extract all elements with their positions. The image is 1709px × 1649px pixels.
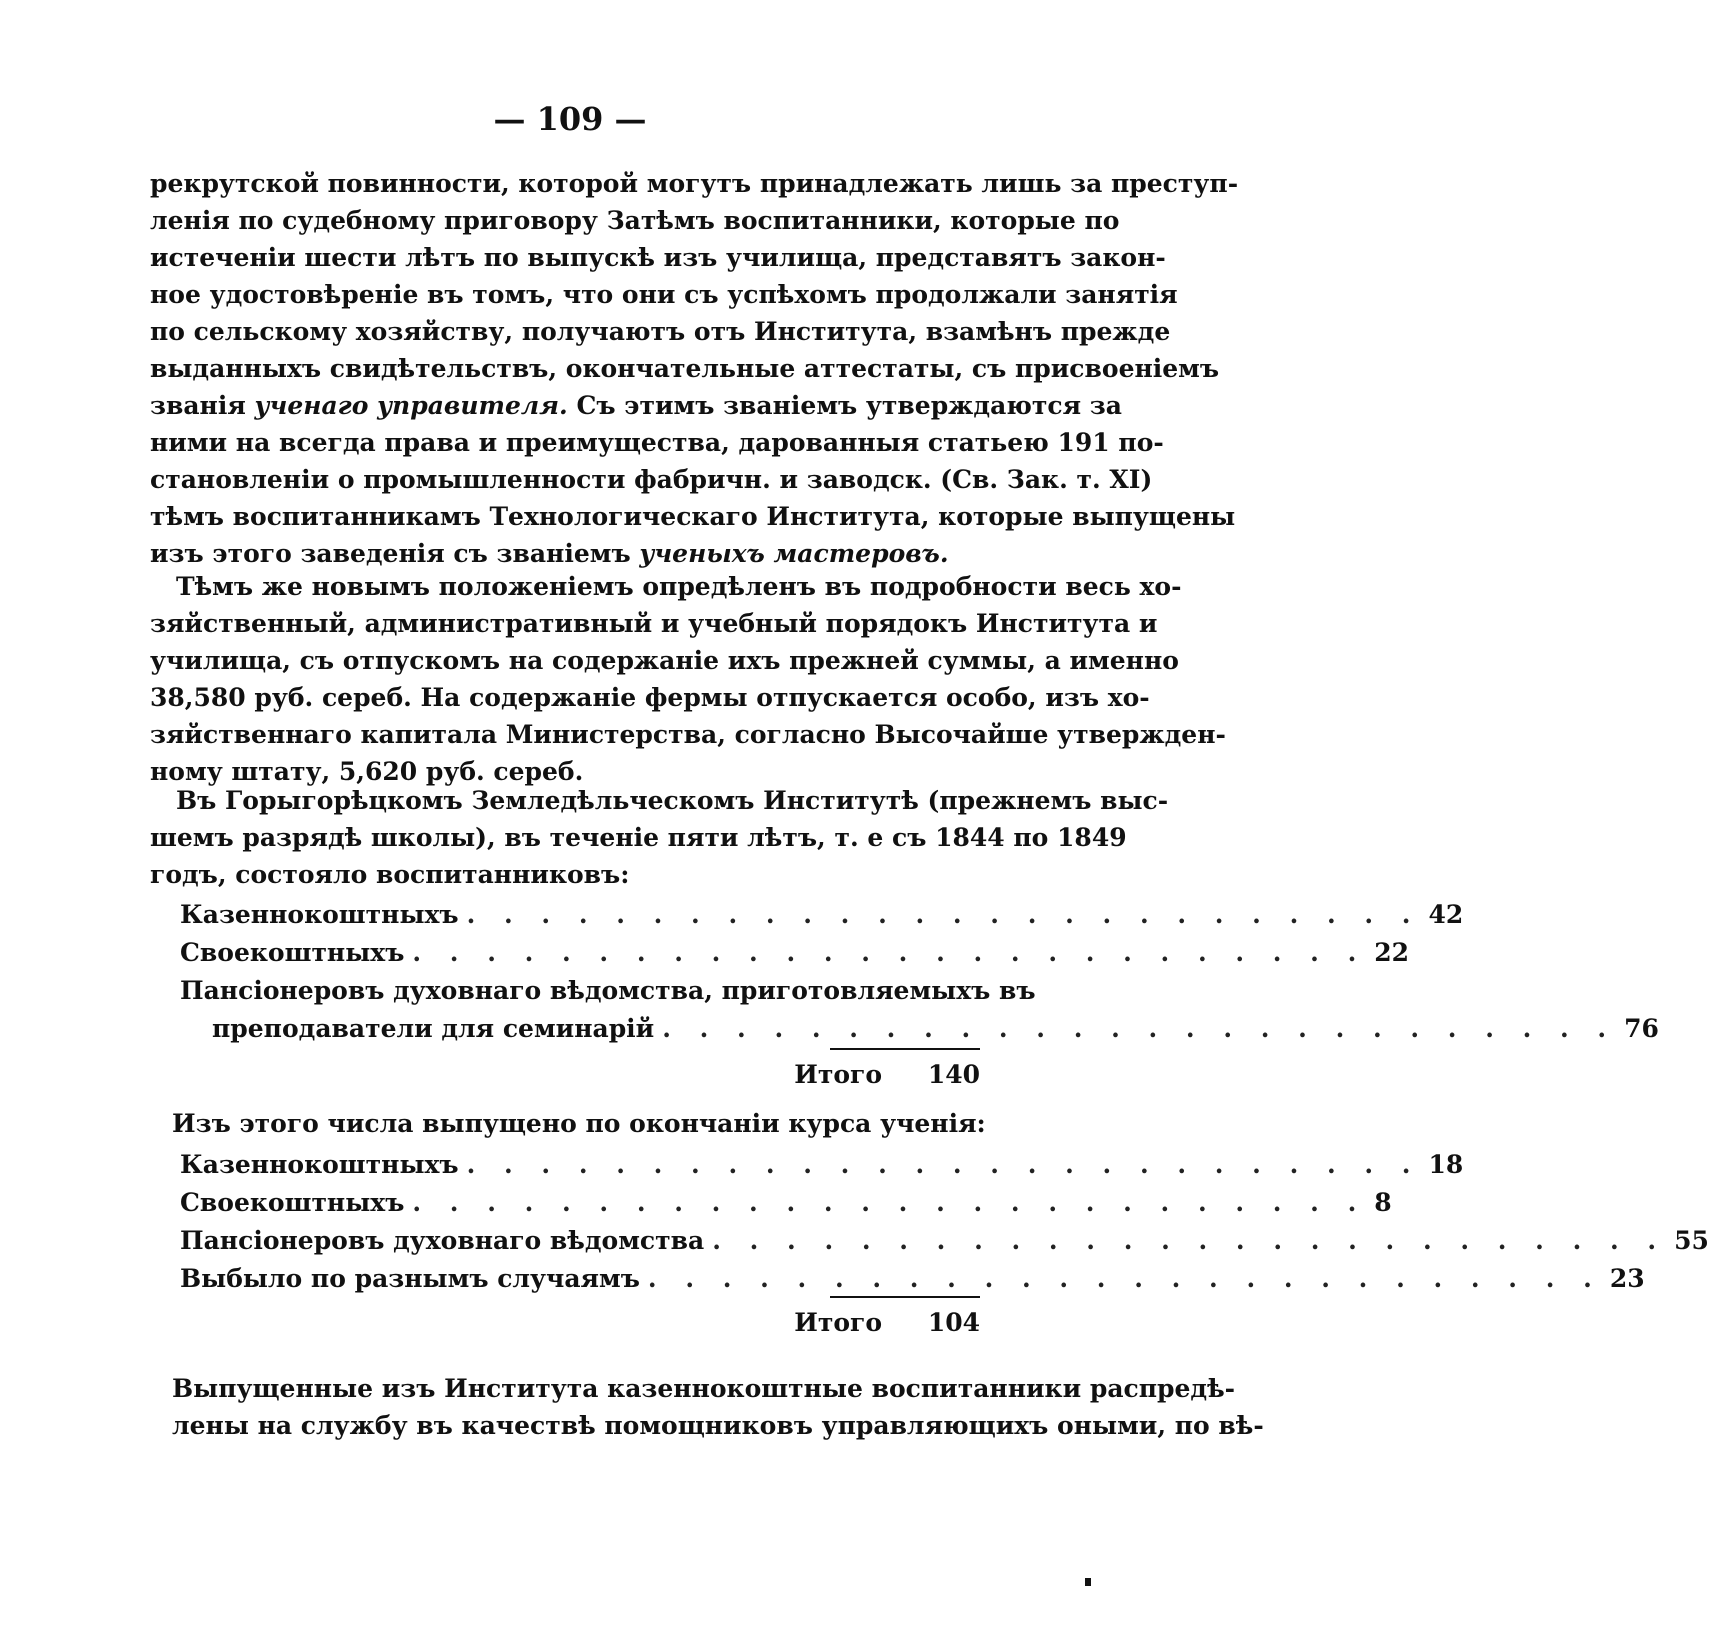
row-label: Своекоштныхъ — [180, 1188, 405, 1217]
italic-term: ученыхъ мастеровъ. — [639, 539, 949, 568]
text-line: по сельскому хозяйству, получаютъ отъ Института, взамѣнъ прежде — [150, 317, 1171, 346]
row-label: Казеннокоштныхъ — [180, 900, 459, 929]
row-label: преподаватели для семинарій — [212, 1014, 655, 1043]
text-line: истеченіи шести лѣтъ по выпускѣ изъ училища, представятъ закон- — [150, 243, 1166, 272]
table-row — [180, 976, 1036, 1014]
ink-mark — [1085, 1578, 1091, 1586]
table-row — [180, 938, 1410, 976]
text-line: Выпущенные изъ Института казеннокоштные воспитанники распредѣ- — [172, 1374, 1236, 1403]
row-value: 18 — [1428, 1150, 1464, 1179]
leader-dots: . . . . . . . . . . . . . . . . . . . . . . . . . . — [662, 1014, 1617, 1043]
text-segment: Съ этимъ званіемъ утверждаются за — [567, 391, 1122, 420]
text-line — [150, 387, 1122, 424]
row-label: Выбыло по разнымъ случаямъ — [180, 1264, 640, 1293]
total-rule — [830, 1296, 980, 1298]
text-line: зяйственнаго капитала Министерства, согласно Высочайше утвержден- — [150, 720, 1226, 749]
text-line: ленія по судебному приговору Затѣмъ воспитанники, которые по — [150, 206, 1120, 235]
row-value: 8 — [1374, 1188, 1392, 1217]
paragraph-1 — [150, 165, 1239, 572]
total-rule — [830, 1048, 980, 1050]
text-segment: званія — [150, 391, 255, 420]
total-row — [180, 1060, 980, 1098]
paragraph-3 — [150, 782, 1169, 893]
text-line: шемъ разрядѣ школы), въ теченіе пяти лѣтъ, т. е съ 1844 по 1849 — [150, 823, 1127, 852]
paragraph-5 — [172, 1370, 1264, 1444]
text-line: выданныхъ свидѣтельствъ, окончательные аттестаты, съ присвоеніемъ — [150, 354, 1220, 383]
table-row — [180, 1150, 1464, 1188]
row-value: 22 — [1374, 938, 1410, 967]
text-line: лены на службу въ качествѣ помощниковъ управляющихъ оными, по вѣ- — [172, 1411, 1264, 1440]
total-label: Итого — [794, 1060, 882, 1089]
row-value: 55 — [1674, 1226, 1709, 1255]
text-line: тѣмъ воспитанникамъ Технологическаго Института, которые выпущены — [150, 502, 1236, 531]
text-line: годъ, состояло воспитанниковъ: — [150, 860, 630, 889]
table-row — [180, 1188, 1392, 1226]
text-line: ному штату, 5,620 руб. сереб. — [150, 757, 584, 786]
paragraph-4 — [172, 1105, 986, 1142]
total-row — [180, 1308, 980, 1346]
leader-dots: . . . . . . . . . . . . . . . . . . . . . . . . . . — [466, 1150, 1421, 1179]
text-line: рекрутской повинности, которой могутъ принадлежать лишь за преступ- — [150, 169, 1239, 198]
row-label: Своекоштныхъ — [180, 938, 405, 967]
leader-dots: . . . . . . . . . . . . . . . . . . . . . . . . . . — [412, 1188, 1367, 1217]
paragraph-2 — [150, 568, 1226, 790]
enrollment-table — [180, 900, 1659, 1090]
text-line: Тѣмъ же новымъ положеніемъ опредѣленъ въ подробности весь хо- — [176, 572, 1182, 601]
graduates-table — [180, 1150, 1709, 1350]
total-value: 140 — [927, 1060, 980, 1089]
text-line: училища, съ отпускомъ на содержаніе ихъ прежней суммы, а именно — [150, 646, 1179, 675]
row-label: Казеннокоштныхъ — [180, 1150, 459, 1179]
table-row — [180, 900, 1464, 938]
text-line: зяйственный, административный и учебный порядокъ Института и — [150, 609, 1158, 638]
leader-dots: . . . . . . . . . . . . . . . . . . . . . . . . . . — [412, 938, 1367, 967]
leader-dots: . . . . . . . . . . . . . . . . . . . . . . . . . . — [466, 900, 1421, 929]
row-value: 42 — [1428, 900, 1464, 929]
text-line: ними на всегда права и преимущества, дарованныя статьею 191 по- — [150, 428, 1164, 457]
italic-term: ученаго управителя. — [254, 391, 568, 420]
leader-dots: . . . . . . . . . . . . . . . . . . . . . . . . . . — [647, 1264, 1602, 1293]
text-line: становленіи о промышленности фабричн. и заводск. (Св. Зак. т. XI) — [150, 465, 1153, 494]
table-row — [180, 1014, 1659, 1052]
row-label: Пансіонеровъ духовнаго вѣдомства — [180, 1226, 705, 1255]
total-label: Итого — [794, 1308, 882, 1337]
text-line: ное удостовѣреніе въ томъ, что они съ успѣхомъ продолжали занятія — [150, 280, 1178, 309]
text-line — [150, 535, 988, 572]
leader-dots: . . . . . . . . . . . . . . . . . . . . . . . . . . — [712, 1226, 1667, 1255]
total-value: 104 — [927, 1308, 980, 1337]
text-line: 38,580 руб. сереб. На содержаніе фермы отпускается особо, изъ хо- — [150, 683, 1150, 712]
text-line: Изъ этого числа выпущено по окончаніи курса ученія: — [172, 1109, 986, 1138]
table-row — [180, 1226, 1709, 1264]
row-value: 76 — [1624, 1014, 1659, 1043]
row-label: Пансіонеровъ духовнаго вѣдомства, приготовляемыхъ въ — [180, 976, 1036, 1005]
text-line: Въ Горыгорѣцкомъ Земледѣльческомъ Институтѣ (прежнемъ выс- — [176, 786, 1169, 815]
page-number: — 109 — — [493, 100, 647, 138]
row-value: 23 — [1609, 1264, 1645, 1293]
text-segment: изъ этого заведенія съ званіемъ — [150, 539, 640, 568]
